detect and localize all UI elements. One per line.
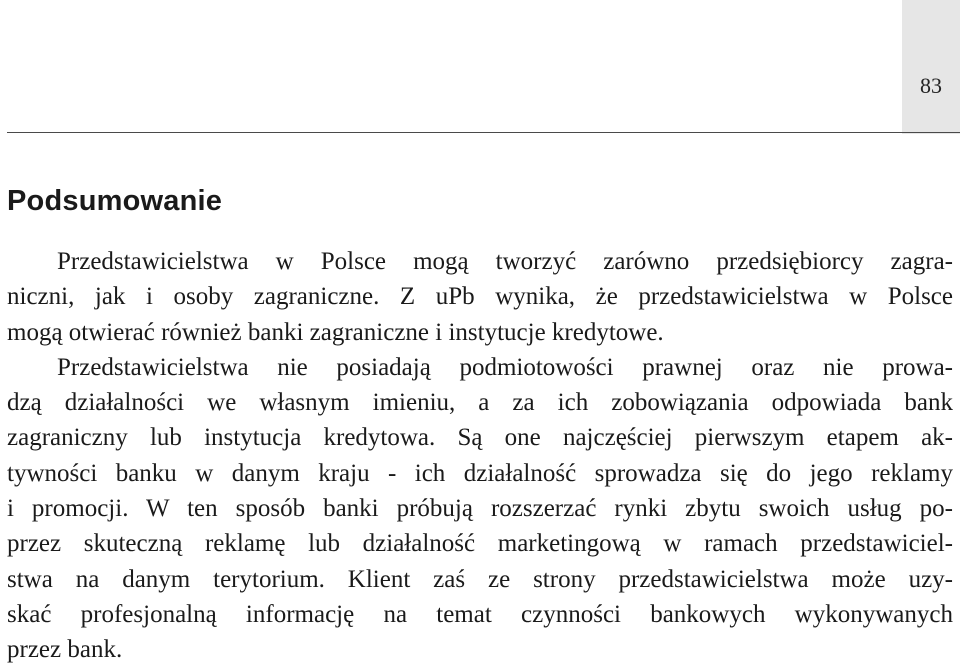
- paragraph-line: Przedstawicielstwa nie posiadają podmiotowości prawnej oraz nie prowa-: [57, 353, 953, 381]
- paragraph-line: przez bank.: [7, 636, 123, 664]
- paragraph-line: przez skuteczną reklamę lub działalność marketingową w ramach przedstawiciel-: [7, 530, 953, 558]
- paragraph-line: zagraniczny lub instytucja kredytowa. Są one najczęściej pierwszym etapem ak-: [7, 424, 953, 452]
- body-text: [7, 244, 953, 668]
- page-number-background: [902, 0, 960, 134]
- section-heading: Podsumowanie: [7, 185, 223, 217]
- paragraph-line: tywności banku w danym kraju - ich działalność sprowadza się do jego reklamy: [7, 459, 953, 487]
- paragraph-line: dzą działalności we własnym imieniu, a za ich zobowiązania odpowiada bank: [7, 389, 953, 417]
- header-rule: [7, 132, 960, 133]
- paragraph-line: Przedstawicielstwa w Polsce mogą tworzyć zarówno przedsiębiorcy zagra-: [57, 248, 953, 275]
- paragraph-line: i promocji. W ten sposób banki próbują rozszerzać rynki zbytu swoich usług po-: [7, 495, 953, 523]
- page-number: 83: [920, 73, 942, 98]
- paragraph-line: skać profesjonalną informację na temat czynności bankowych wykonywanych: [7, 600, 953, 628]
- paragraph-line: niczni, jak i osoby zagraniczne. Z uPb wynika, że przedstawicielstwa w Polsce: [7, 283, 953, 311]
- paragraph-line: stwa na danym terytorium. Klient zaś ze strony przedstawicielstwa może uzy-: [7, 565, 953, 593]
- paragraph-line: mogą otwierać również banki zagraniczne i instytucje kredytowe.: [7, 318, 664, 346]
